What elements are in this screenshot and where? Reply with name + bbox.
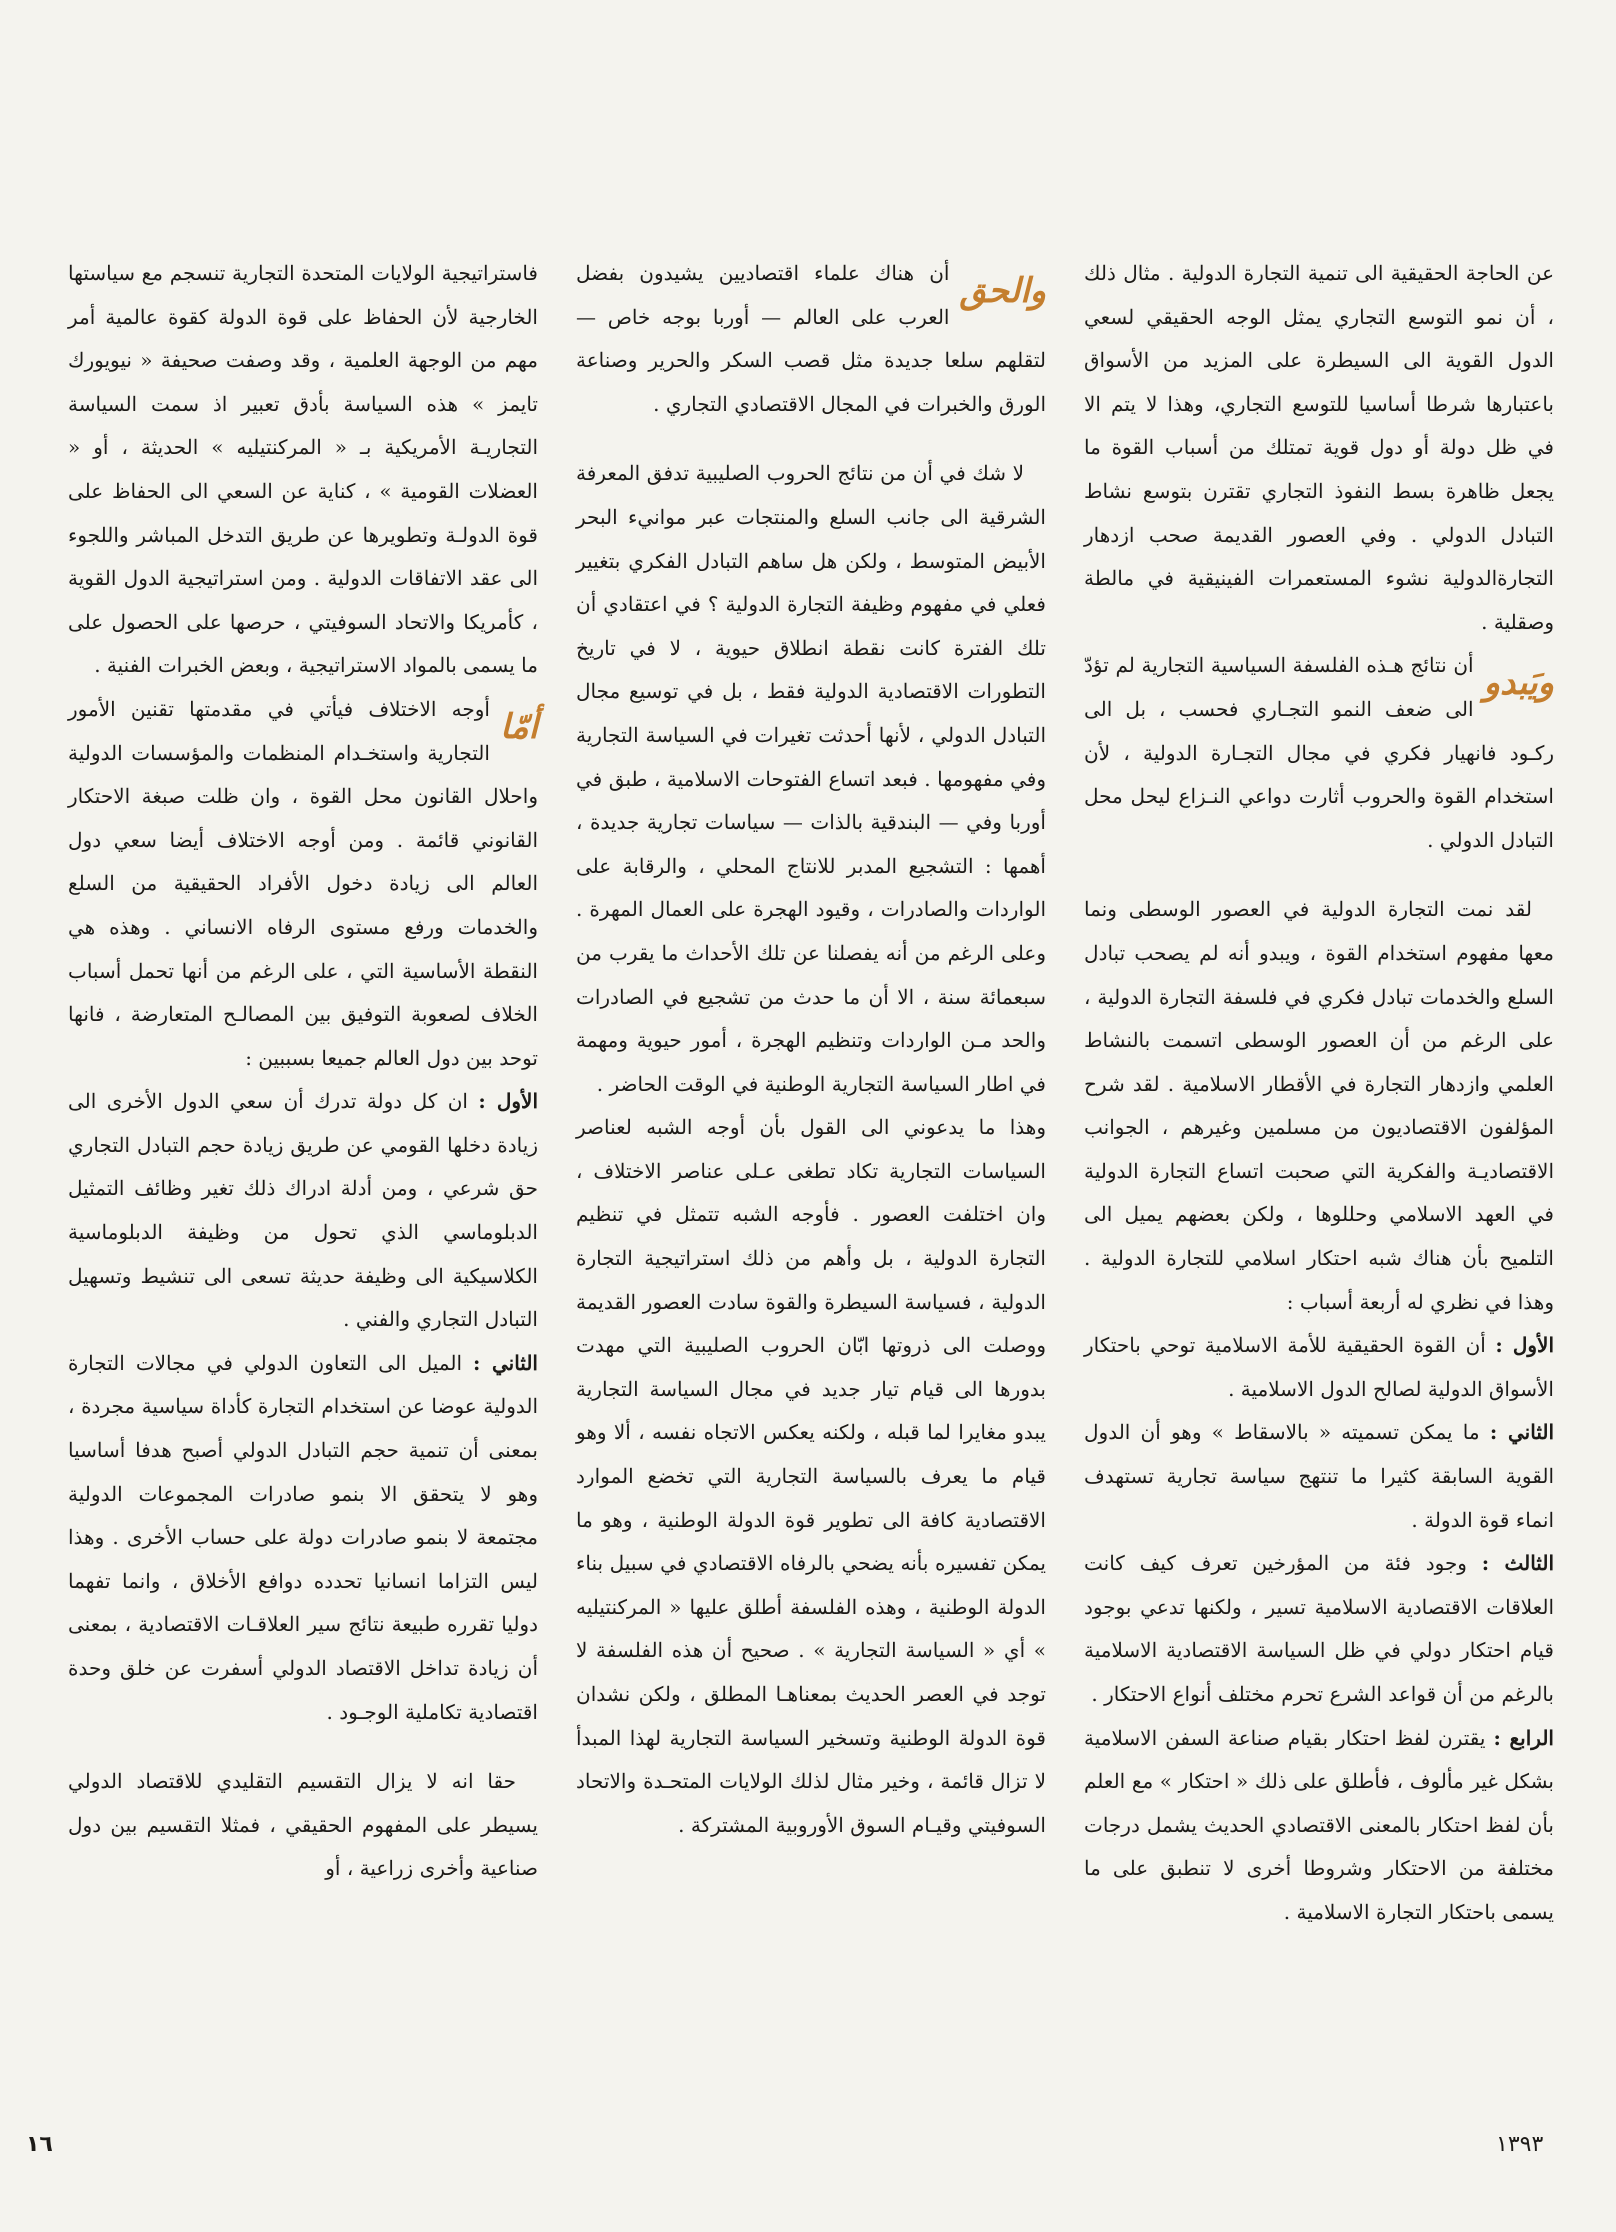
list-label: الثاني : <box>473 1350 538 1375</box>
page-number: ١٦ <box>26 2132 53 2157</box>
list-label: الأول : <box>478 1089 538 1114</box>
list-text: ما يمكن تسميته « بالاسقاط » وهو أن الدول القوية السابقة كثيرا ما تنتهج سياسة تجارية تستهدف انماء قوة الدولة . <box>1084 1420 1554 1532</box>
paragraph-text: أن هناك علماء اقتصاديين يشيدون بفضل العرب على العالم — أوربا بوجه خاص — لتقلهم سلعا جديدة مثل قصب السكر والحرير وصناعة الورق والخبرات في المجال الاقتصادي التجاري . <box>576 261 1046 416</box>
paragraph: فاستراتيجية الولايات المتحدة التجارية تنسجم مع سياستها الخارجية لأن الحفاظ على قوة الدولة كقوة عالمية أمر مهم من الوجهة العلمية ، وقد وصفت صحيفة « نيويورك تايمز » هذه السياسة بأدق تعبير اذ سمت السياسة التجاريـة الأمريكية بـ « المركنتيليه » الحديثة ، أو « العضلات القومية » ، كناية عن السعي الى الحفاظ على قوة الدولـة وتطويرها عن طريق التدخل المباشر واللجوء الى عقد الاتفاقات الدولية . ومن استراتيجية الدول القوية ، كأمريكا والاتحاد السوفيتي ، حرصها على الحصول على ما يسمى بالمواد الاستراتيجية ، وبعض الخبرات الفنية . <box>68 261 538 678</box>
list-text: الميل الى التعاون الدولي في مجالات التجارة الدولية عوضا عن استخدام التجارة كأداة سياسية مجردة ، بمعنى أن تنمية حجم التبادل الدولي أصبح هدفا أساسيا وهو لا يتحقق الا بنمو صادرات المجموعات الدولية مجتمعة لا بنمو صادرات دولة على حساب الأخرى . وهذا ليس التزاما انسانيا تحدده دوافع الأخلاق ، وانما تفهما دوليا تقرره طبيعة نتائج سير العلاقـات الاقتصادية ، بمعنى أن زيادة تداخل الاقتصاد الدولي أسفرت عن خلق وحدة اقتصادية تكاملية الوجـود . <box>68 1350 538 1724</box>
text-column-middle <box>576 252 1046 1847</box>
paragraph-with-dropcap <box>68 688 538 1080</box>
paragraph: لقد نمت التجارة الدولية في العصور الوسطى ونما معها مفهوم استخدام القوة ، ويبدو أنه لم يصحب تبادل السلع والخدمات تبادل فكري في فلسفة التجارة الدولية ، على الرغم من أن العصور الوسطى اتسمت بالنشاط العلمي وازدهار التجارة في الأقطار الاسلامية . لقد شرح المؤلفون الاقتصاديون من مسلمين وغيرهم ، الجوانب الاقتصاديـة والفكرية التي صحبت اتساع التجارة الدولية في العهد الاسلامي وحللوها ، ولكن بعضهم يميل الى التلميح بأن هناك شبه احتكار اسلامي للتجارة الدولية . وهذا في نظري له أربعة أسباب : <box>1084 897 1554 1314</box>
list-label: الثالث : <box>1481 1551 1554 1576</box>
list-label: الرابع : <box>1493 1725 1554 1750</box>
dropcap-word: والحق <box>959 271 1046 311</box>
paragraph-with-dropcap <box>576 252 1046 426</box>
list-item <box>1084 1542 1554 1716</box>
list-text: وجود فئة من المؤرخين تعرف كيف كانت العلاقات الاقتصادية الاسلامية تسير ، ولكنها تدعي بوجود قيام احتكار دولي في ظل السياسة الاقتصادية الاسلامية بالرغم من أن قواعد الشرع تحرم مختلف أنواع الاحتكار . <box>1084 1551 1554 1706</box>
dropcap-word: ويَبدو <box>1483 663 1554 704</box>
text-column-left <box>68 252 538 1891</box>
list-label: الأول : <box>1495 1333 1555 1358</box>
paragraph: حقا انه لا يزال التقسيم التقليدي للاقتصاد الدولي يسيطر على المفهوم الحقيقي ، فمثلا التقسيم بين دول صناعية وأخرى زراعية ، أو <box>68 1769 538 1881</box>
paragraph-gap <box>576 426 1046 452</box>
list-item <box>1084 1717 1554 1935</box>
paragraph-gap <box>68 1734 538 1760</box>
list-item <box>1084 1411 1554 1542</box>
paragraph-with-dropcap <box>1084 644 1554 862</box>
issue-year: ١٣٩٣ <box>1496 2132 1544 2157</box>
list-text: أن القوة الحقيقية للأمة الاسلامية توحي باحتكار الأسواق الدولية لصالح الدول الاسلامية . <box>1084 1333 1554 1401</box>
paragraph-text: أن نتائج هـذه الفلسفة السياسية التجارية لم تؤدّ الى ضعف النمو التجـاري فحسب ، بل الى ركـود فانهيار فكري في مجال التجـارة الدولية ، لأن استخدام القوة والحروب أثارت دواعي النـزاع ليحل محل التبادل الدولي . <box>1084 653 1554 852</box>
dropcap-word: أمّا <box>499 706 538 747</box>
paragraph: عن الحاجة الحقيقية الى تنمية التجارة الدولية . مثال ذلك ، أن نمو التوسع التجاري يمثل الوجه الحقيقي لسعي الدول القوية الى السيطرة على المزيد من الأسواق باعتبارها شرطا أساسيا للتوسع التجاري، وهذا لا يتم الا في ظل دولة أو دول قوية تمتلك من أسباب القوة ما يجعل ظاهرة بسط النفوذ التجاري تقترن بتوسع نشاط التبادل الدولي . وفي العصور القديمة صحب ازدهار التجارةالدولية نشوء المستعمرات الفينيقية في مالطة وصقلية . <box>1084 261 1554 634</box>
list-text: ان كل دولة تدرك أن سعي الدول الأخرى الى زيادة دخلها القومي عن طريق زيادة حجم التبادل التجاري حق شرعي ، ومن أدلة ادراك ذلك تغير وظائف التمثيل الدبلوماسي الذي تحول من وظيفة الدبلوماسية الكلاسيكية الى وظيفة حديثة تسعى الى تنشيط وتسهيل التبادل التجاري والفني . <box>68 1089 538 1332</box>
paragraph: لا شك في أن من نتائج الحروب الصليبية تدفق المعرفة الشرقية الى جانب السلع والمنتجات عبر موانيء البحر الأبيض المتوسط ، ولكن هل ساهم التبادل الفكري بتغيير فعلي في مفهوم وظيفة التجارة الدولية ؟ في اعتقادي أن تلك الفترة كانت نقطة انطلاق حيوية ، لا في تاريخ التطورات الاقتصادية الدولية فقط ، بل في توسيع مجال التبادل الدولي ، لأنها أحدثت تغيرات في السياسة التجارية وفي مفهومها . فبعد اتساع الفتوحات الاسلامية ، طبق في أوربا وفي — البندقية بالذات — سياسات تجارية جديدة ، أهمها : التشجيع المدبر للانتاج المحلي ، والرقابة على الواردات والصادرات ، وقيود الهجرة على العمال المهرة . وعلى الرغم من أنه يفصلنا عن تلك الأحداث ما يقرب من سبعمائة سنة ، الا أن ما حدث من تشجيع في الصادرات والحد مـن الواردات وتنظيم الهجرة ، أمور حيوية ومهمة في اطار السياسة التجارية الوطنية في الوقت الحاضر . <box>576 461 1046 1096</box>
list-label: الثاني : <box>1489 1420 1555 1445</box>
paragraph-gap <box>1084 862 1554 888</box>
list-item <box>68 1342 538 1734</box>
list-item <box>1084 1324 1554 1411</box>
list-text: يقترن لفظ احتكار بقيام صناعة السفن الاسلامية بشكل غير مألوف ، فأطلق على ذلك « احتكار » مع العلم بأن لفظ احتكار بالمعنى الاقتصادي الحديث يشمل درجات مختلفة من الاحتكار وشروطا أخرى لا تنطبق على ما يسمى باحتكار التجارة الاسلامية . <box>1084 1725 1554 1924</box>
paragraph-text: أوجه الاختلاف فيأتي في مقدمتها تقنين الأمور التجارية واستخـدام المنظمات والمؤسسات الدولية واحلال القانون محل القوة ، وان ظلت صبغة الاحتكار القانوني قائمة . ومن أوجه الاختلاف أيضا سعي دول العالم الى زيادة دخول الأفراد الحقيقية من السلع والخدمات ورفع مستوى الرفاه الانساني . وهذه هي النقطة الأساسية التي ، على الرغم من أنها تحمل أسباب الخلاف لصعوبة التوفيق بين المصالـح المتعارضة ، فانها توحد بين دول العالم جميعا بسببين : <box>68 696 538 1070</box>
text-column-right <box>1084 252 1554 1935</box>
list-item <box>68 1080 538 1342</box>
paragraph: وهذا ما يدعوني الى القول بأن أوجه الشبه لعناصر السياسات التجارية تكاد تطغى عـلى عناصر الاختلاف ، وان اختلفت العصور . فأوجه الشبه تتمثل في تنظيم التجارة الدولية ، بل وأهم من ذلك استراتيجية التجارة الدولية ، فسياسة السيطرة والقوة سادت العصور القديمة ووصلت الى ذروتها ابّان الحروب الصليبية التي مهدت بدورها الى قيام تيار جديد في مجال السياسة التجارية يبدو مغايرا لما قبله ، ولكنه يعكس الاتجاه نفسه ، ألا وهو قيام ما يعرف بالسياسة التجارية التي تخضع الموارد الاقتصادية كافة الى تطوير قوة الدولة الوطنية ، وهو ما يمكن تفسيره بأنه يضحي بالرفاه الاقتصادي في سبيل بناء الدولة الوطنية ، وهذه الفلسفة أطلق عليها « المركنتيليه » أي « السياسة التجارية » . صحيح أن هذه الفلسفة لا توجد في العصر الحديث بمعناهـا المطلق ، ولكن نشدان قوة الدولة الوطنية وتسخير السياسة التجارية لهذا المبدأ لا تزال قائمة ، وخير مثال لذلك الولايات المتحـدة والاتحاد السوفيتي وقيـام السوق الأوروبية المشتركة . <box>576 1115 1046 1837</box>
